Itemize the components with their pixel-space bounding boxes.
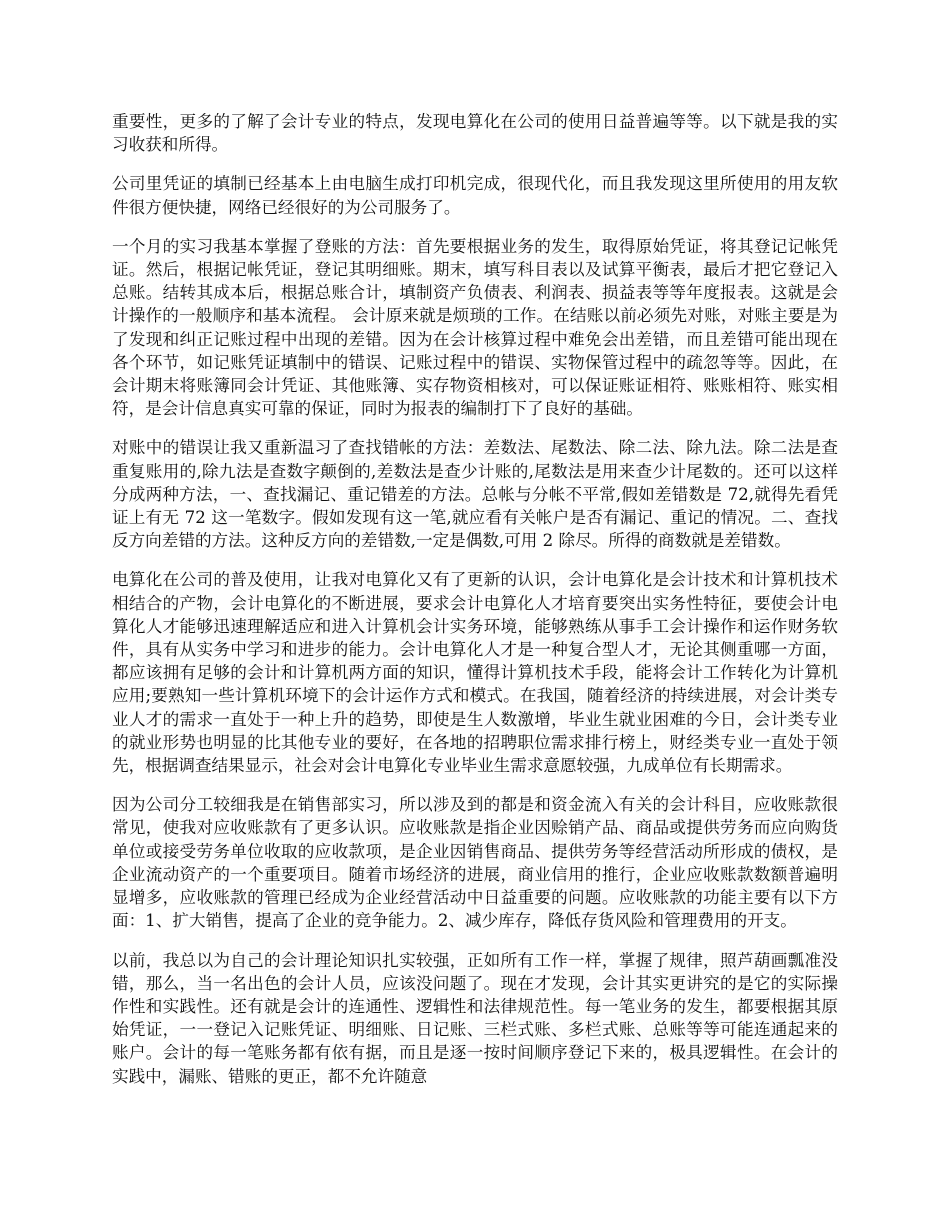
paragraph-4: 对账中的错误让我又重新温习了查找错帐的方法：差数法、尾数法、除二法、除九法。除二法是查重复账用的,除九法是查数字颠倒的,差数法是查少计账的,尾数法是用来查少计尾数的。还可以这样分成两种方法，一、查找漏记、重记错差的方法。总帐与分帐不平常,假如差错数是 72,就得先看凭证上有无 72 这一笔数字。假如发现有这一笔,就应看有关帐户是否有漏记、重记的情况。二、查找反方向差错的方法。这种反方向的差错数,一定是偶数,可用 2 除尽。所得的商数就是差错数。 [112,438,838,551]
paragraph-6: 因为公司分工较细我是在销售部实习，所以涉及到的都是和资金流入有关的会计科目，应收账款很常见，使我对应收账款有了更多认识。应收账款是指企业因赊销产品、商品或提供劳务而应向购货单位或接受劳务单位收取的应收款项，是企业因销售商品、提供劳务等经营活动所形成的债权，是企业流动资产的一个重要项目。随着市场经济的进展，商业信用的推行，企业应收账款数额普遍明显增多，应收账款的管理已经成为企业经营活动中日益重要的问题。应收账款的功能主要有以下方面：1、扩大销售，提高了企业的竞争能力。2、减少库存，降低存货风险和管理费用的开支。 [112,795,838,931]
paragraph-2: 公司里凭证的填制已经基本上由电脑生成打印机完成，很现代化，而且我发现这里所使用的用友软件很方便快捷，网络已经很好的为公司服务了。 [112,174,838,217]
paragraph-3: 一个月的实习我基本掌握了登账的方法：首先要根据业务的发生，取得原始凭证，将其登记记帐凭证。然后，根据记帐凭证，登记其明细账。期末，填写科目表以及试算平衡表，最后才把它登记入总账。结转其成本后，根据总账合计，填制资产负债表、利润表、损益表等等年度报表。这就是会计操作的一般顺序和基本流程。 会计原来就是烦琐的工作。在结账以前必须先对账，对账主要是为了发现和纠正记账过程中出现的差错。因为在会计核算过程中难免会出差错，而且差错可能出现在各个环节，如记账凭证填制中的错误、记账过程中的错误、实物保管过程中的疏忽等等。因此，在会计期末将账簿同会计凭证、其他账簿、实存物资相核对，可以保证账证相符、账账相符、账实相符，是会计信息真实可靠的保证，同时为报表的编制打下了良好的基础。 [112,236,838,419]
paragraph-1: 重要性，更多的了解了会计专业的特点，发现电算化在公司的使用日益普遍等等。以下就是我的实习收获和所得。 [112,112,838,155]
paragraph-7: 以前，我总以为自己的会计理论知识扎实较强，正如所有工作一样，掌握了规律，照芦葫画瓢准没错，那么，当一名出色的会计人员，应该没问题了。现在才发现，会计其实更讲究的是它的实际操作性和实践性。还有就是会计的连通性、逻辑性和法律规范性。每一笔业务的发生，都要根据其原始凭证，一一登记入记账凭证、明细账、日记账、三栏式账、多栏式账、总账等等可能连通起来的账户。会计的每一笔账务都有依有据，而且是逐一按时间顺序登记下来的，极具逻辑性。在会计的实践中，漏账、错账的更正，都不允许随意 [112,950,838,1086]
paragraph-5: 电算化在公司的普及使用，让我对电算化又有了更新的认识，会计电算化是会计技术和计算机技术相结合的产物，会计电算化的不断进展，要求会计电算化人才培育要突出实务性特征，要使会计电算化人才能够迅速理解适应和进入计算机会计实务环境，能够熟练从事手工会计操作和运作财务软件，具有从实务中学习和进步的能力。会计电算化人才是一种复合型人才，无论其侧重哪一方面，都应该拥有足够的会计和计算机两方面的知识，懂得计算机技术手段，能将会计工作转化为计算机应用;要熟知一些计算机环境下的会计运作方式和模式。在我国，随着经济的持续进展，对会计类专业人才的需求一直处于一种上升的趋势，即使是生人数激增，毕业生就业困难的今日，会计类专业的就业形势也明显的比其他专业的要好，在各地的招聘职位需求排行榜上，财经类专业一直处于领先，根据调查结果显示，社会对会计电算化专业毕业生需求意愿较强，九成单位有长期需求。 [112,570,838,776]
